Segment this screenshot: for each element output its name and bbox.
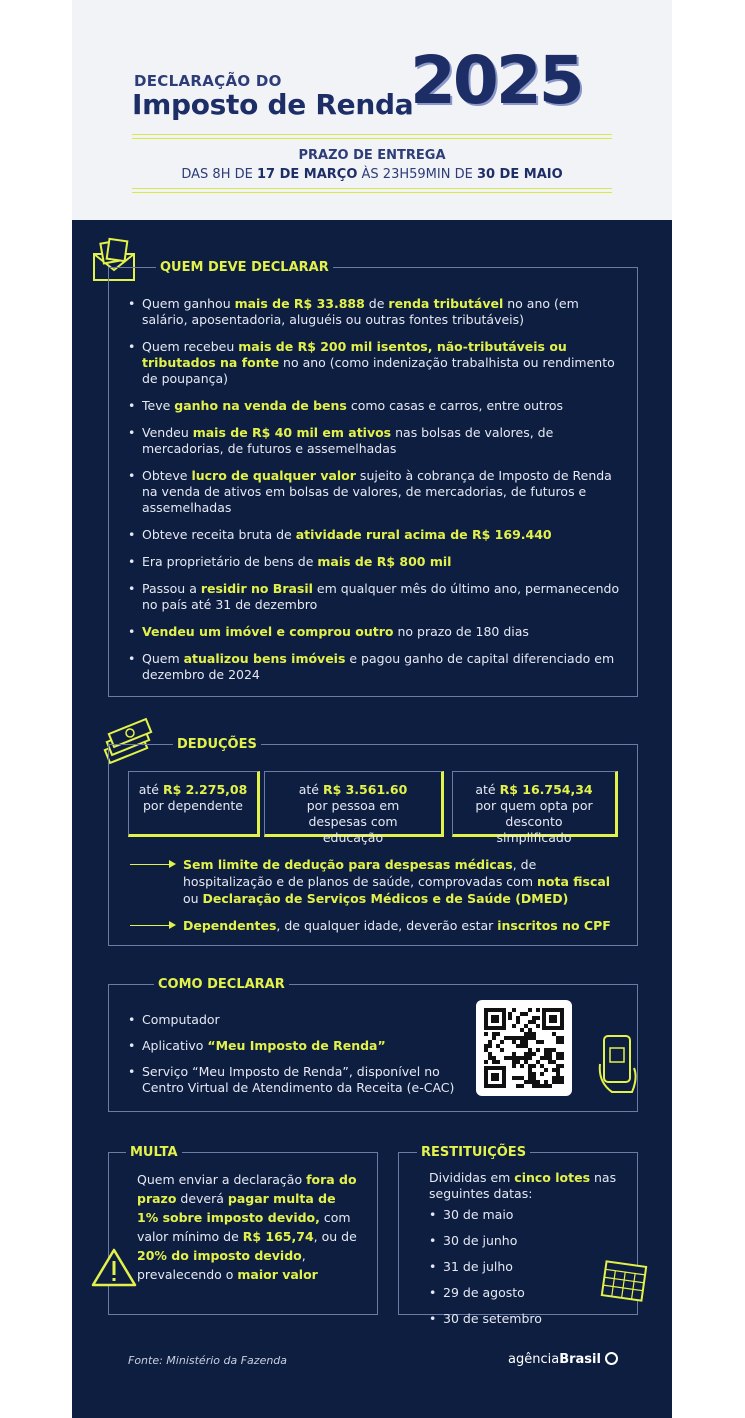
list-item: • 29 de agosto <box>427 1285 577 1301</box>
arrow-icon <box>130 864 174 865</box>
body-text: com valor mínimo de <box>137 1210 351 1244</box>
body-text: no ano (como indenização trabalhista ou rendimento de poupança) <box>142 355 615 386</box>
highlight-text: mais de R$ 200 mil isentos, não-tributáveis ou tributados na fonte <box>142 339 567 370</box>
body-text: Passou a <box>142 581 201 596</box>
body-text: Quem recebeu <box>142 339 239 354</box>
highlight-text: mais de R$ 33.888 <box>234 296 365 311</box>
phone-hand-icon <box>598 1034 642 1096</box>
body-text: Quem ganhou <box>142 296 235 311</box>
list-item <box>126 527 626 543</box>
list-item <box>126 296 626 328</box>
deduction-desc: por quem opta por desconto simplificado <box>475 798 593 845</box>
deduction-note <box>183 856 615 907</box>
brand-mark-icon <box>605 1352 618 1365</box>
deduction-card <box>128 771 260 837</box>
warning-icon <box>90 1246 138 1288</box>
section-title-quem: QUEM DEVE DECLARAR <box>156 260 333 275</box>
deduction-desc: por pessoa em despesas com educação <box>306 798 400 845</box>
como-list <box>126 1012 456 1106</box>
header-title: Imposto de Renda <box>132 88 414 121</box>
calendar-icon <box>600 1256 650 1302</box>
restituicoes-dates <box>427 1207 577 1337</box>
divider <box>132 188 612 189</box>
body-text: sujeito à cobrança de Imposto de Renda na venda de ativos em bolsas de valores, de mercadorias, de futuros e assemelhadas <box>142 468 612 515</box>
deadline-start: 17 DE MARÇO <box>256 167 358 182</box>
qr-code-icon <box>476 1000 572 1096</box>
list-item <box>126 554 626 570</box>
list-item <box>126 624 626 640</box>
list-item <box>126 1064 456 1096</box>
highlight-text: mais de R$ 40 mil em ativos <box>192 425 392 440</box>
highlight-text: atividade rural acima de R$ 169.440 <box>295 527 552 542</box>
body-text: nas seguintes datas: <box>429 1170 617 1201</box>
body-text: , ou de <box>313 1229 357 1244</box>
section-title-deducoes: DEDUÇÕES <box>173 737 261 752</box>
header-year: 2025 <box>410 42 582 119</box>
deadline-text: DAS 8H DE <box>181 167 257 182</box>
deduction-note <box>183 917 615 934</box>
highlight-text: Dependentes <box>183 918 277 933</box>
section-title-multa: MULTA <box>126 1145 182 1160</box>
divider <box>132 138 612 139</box>
list-item <box>126 651 626 683</box>
list-item <box>126 339 626 387</box>
highlight-text: mais de R$ 800 mil <box>317 554 452 569</box>
list-item: • 31 de julho <box>427 1259 577 1275</box>
body-text: Computador <box>142 1012 220 1027</box>
body-text: Obteve <box>142 468 192 483</box>
highlight-text: residir no Brasil <box>200 581 313 596</box>
body-text: Divididas em <box>429 1170 515 1185</box>
multa-text <box>137 1170 359 1284</box>
deduction-amount: até R$ 16.754,34 <box>475 782 593 797</box>
deadline-dates <box>72 167 672 182</box>
body-text: , prevalecendo o <box>137 1248 306 1282</box>
deadline-title: PRAZO DE ENTREGA <box>298 148 446 163</box>
highlight-text: R$ 165,74 <box>242 1229 314 1244</box>
arrow-icon <box>130 925 174 926</box>
divider <box>132 192 612 193</box>
section-title-como: COMO DECLARAR <box>154 977 289 992</box>
body-text: Vendeu <box>142 425 193 440</box>
body-text: Teve <box>142 398 175 413</box>
deduction-amount: até R$ 3.561.60 <box>298 782 408 797</box>
highlight-text: 20% do imposto devido <box>137 1248 302 1263</box>
agencia-brasil-logo: agênciaBrasil <box>508 1352 618 1367</box>
deadline-end: 30 DE MAIO <box>476 167 563 182</box>
list-item: • 30 de setembro <box>427 1311 577 1327</box>
highlight-text: nota fiscal <box>536 874 611 889</box>
deadline-text: ÀS 23H59MIN DE <box>357 167 477 182</box>
body-text: , de qualquer idade, deverão estar <box>276 918 498 933</box>
highlight-text: Vendeu um imóvel e comprou outro <box>142 624 394 639</box>
deduction-card <box>452 771 618 845</box>
body-text: e pagou ganho de capital diferenciado em dezembro de 2024 <box>142 651 615 682</box>
source-note: Fonte: Ministério da Fazenda <box>128 1354 288 1367</box>
highlight-text: ganho na venda de bens <box>174 398 347 413</box>
divider <box>132 134 612 135</box>
qr-code[interactable] <box>476 1000 572 1096</box>
body-text: deverá <box>176 1191 228 1206</box>
highlight-text: “Meu Imposto de Renda” <box>207 1038 386 1053</box>
quem-list <box>126 296 626 694</box>
highlight-text: pagar multa de 1% sobre imposto devido, <box>137 1191 336 1225</box>
body-text: Quem enviar a declaração <box>137 1172 307 1187</box>
highlight-text: renda tributável <box>388 296 504 311</box>
body-text: Aplicativo <box>142 1038 208 1053</box>
body-text: Era proprietário de bens de <box>142 554 318 569</box>
list-item <box>126 398 626 414</box>
header <box>72 0 672 220</box>
list-item <box>126 425 626 457</box>
highlight-text: maior valor <box>237 1267 318 1282</box>
highlight-text: inscritos no CPF <box>497 918 611 933</box>
list-item <box>126 1038 456 1054</box>
deduction-card <box>264 771 444 845</box>
body-text: de <box>364 296 389 311</box>
list-item <box>126 1012 456 1028</box>
list-item: • 30 de maio <box>427 1207 577 1223</box>
highlight-text: cinco lotes <box>514 1170 591 1185</box>
body-text: em qualquer mês do último ano, permanecendo no país até 31 de dezembro <box>142 581 620 612</box>
body-text: Quem <box>142 651 184 666</box>
body-text: , de hospitalização e de planos de saúde, comprovadas com <box>183 857 537 889</box>
highlight-text: Declaração de Serviços Médicos e de Saúde (DMED) <box>202 891 569 906</box>
deduction-amount: até R$ 2.275,08 <box>138 782 248 797</box>
infographic <box>72 0 672 1418</box>
list-item <box>126 581 626 613</box>
body-text: nas bolsas de valores, de mercadorias, de futuros e assemelhadas <box>142 425 554 456</box>
body-text: Obteve receita bruta de <box>142 527 296 542</box>
highlight-text: lucro de qualquer valor <box>191 468 356 483</box>
highlight-text: atualizou bens imóveis <box>183 651 346 666</box>
body-text: ou <box>183 891 203 906</box>
body-text: no ano (em salário, aposentadoria, aluguéis ou outras fontes tributáveis) <box>142 296 579 327</box>
highlight-text: fora do prazo <box>137 1172 357 1206</box>
body-text: Serviço “Meu Imposto de Renda”, disponível no Centro Virtual de Atendimento da Receita (e-CAC) <box>142 1064 455 1095</box>
section-title-restituicoes: RESTITUIÇÕES <box>417 1145 530 1160</box>
header-label: DECLARAÇÃO DO <box>134 72 282 90</box>
restituicoes-intro <box>429 1170 619 1202</box>
body-text: como casas e carros, entre outros <box>346 398 563 413</box>
list-item: • 30 de junho <box>427 1233 577 1249</box>
body-text: no prazo de 180 dias <box>393 624 529 639</box>
deduction-desc: por dependente <box>142 798 243 813</box>
highlight-text: Sem limite de dedução para despesas médicas <box>183 857 513 872</box>
list-item <box>126 468 626 516</box>
